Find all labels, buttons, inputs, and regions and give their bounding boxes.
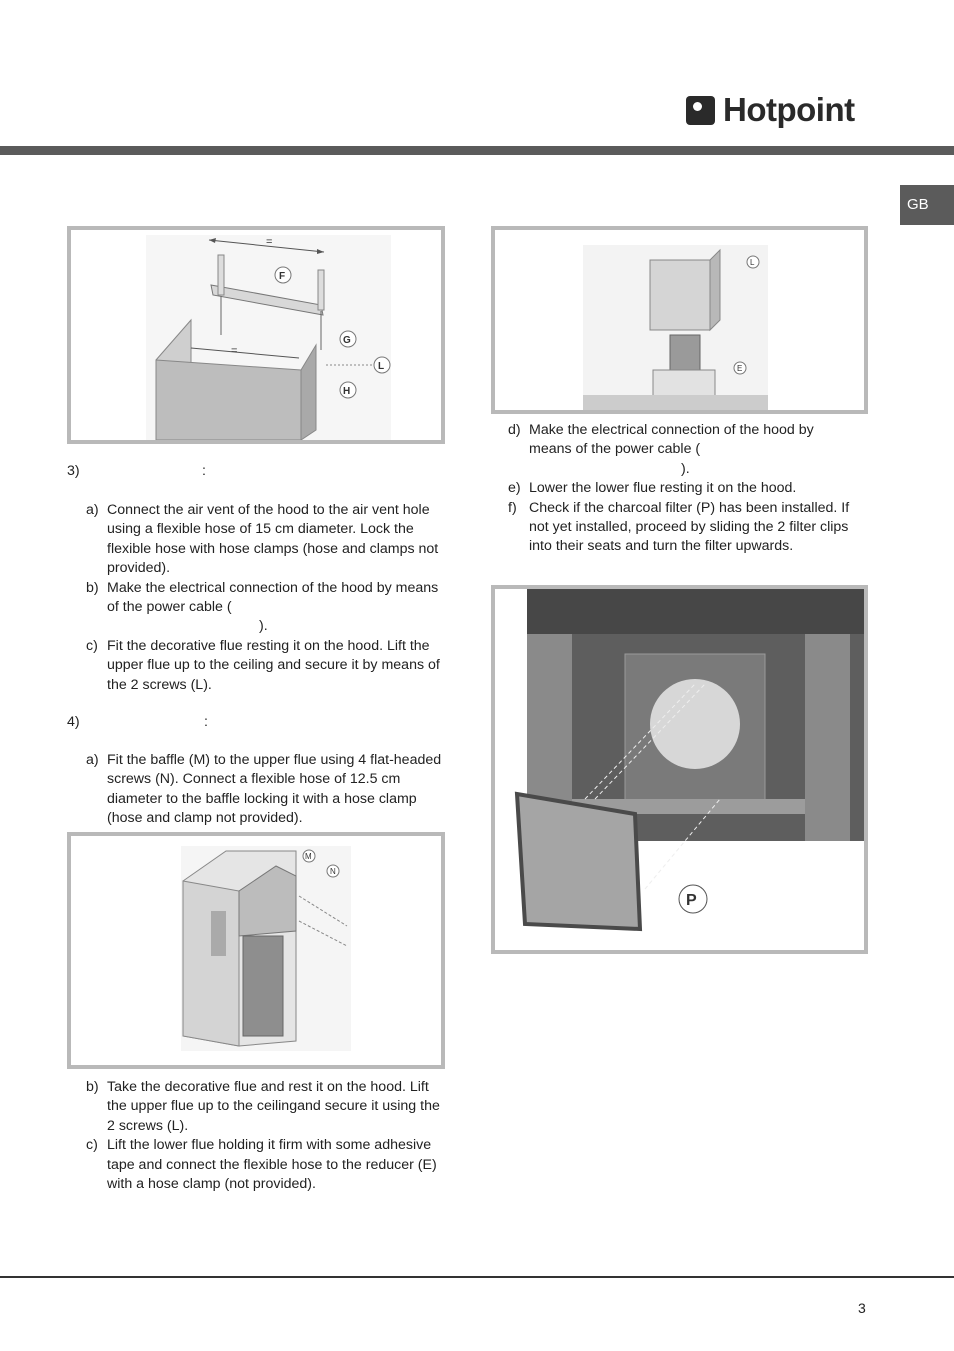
list-item: [86, 637, 446, 695]
bracket-assembly-diagram: [71, 230, 441, 440]
step-4-list-a: [86, 751, 446, 829]
label-l: L: [378, 361, 385, 372]
step-4-list-bc: [86, 1078, 446, 1194]
figure-charcoal-filter: [491, 585, 868, 954]
item-label: c): [86, 637, 98, 654]
list-item: [86, 501, 446, 579]
figure-baffle: [67, 832, 445, 1069]
item-label: e): [508, 480, 521, 497]
brand-logo: [686, 90, 855, 130]
item-text: Make the electrical connection of the hood by means of the power cable (: [529, 422, 814, 458]
item-text: Take the decorative flue and rest it on the hood. Lift the upper flue up to the ceilingand secure it using the 2 screws (L).: [107, 1079, 440, 1134]
step-3-colon: :: [202, 463, 206, 479]
flue-reducer-diagram: [495, 230, 864, 410]
right-column-list: [508, 421, 858, 557]
header-rule: [0, 146, 954, 155]
item-text-tail: ).: [681, 460, 690, 477]
label-h: H: [343, 386, 351, 397]
list-item: [508, 499, 858, 557]
brand-logo-text: Hotpoint: [723, 91, 855, 128]
charcoal-filter-photo: [495, 589, 864, 950]
baffle-diagram: [71, 836, 441, 1065]
step-4-number: 4): [67, 714, 80, 730]
step-3-list: [86, 501, 446, 695]
label-l-2: L: [750, 258, 755, 267]
list-item: [86, 579, 446, 637]
item-text: Lower the lower flue resting it on the hood.: [529, 480, 797, 497]
item-text: Make the electrical connection of the hood by means of the power cable (: [107, 579, 439, 616]
item-label: b): [86, 579, 99, 596]
item-label: b): [86, 1079, 99, 1095]
item-text: Fit the decorative flue resting it on the hood. Lift the upper flue up to the ceiling and secure it by means of the 2 screws (L).: [107, 637, 440, 693]
label-n: N: [330, 867, 336, 876]
page-number: 3: [858, 1300, 866, 1316]
list-item: [86, 1136, 446, 1194]
list-item: [508, 421, 858, 479]
figure-bracket-assembly: [67, 226, 445, 444]
item-label: c): [86, 1137, 98, 1154]
label-p: P: [686, 892, 697, 909]
item-text: Lift the lower flue holding it firm with some adhesive tape and connect the flexible hose to the reducer (E) with a hose clamp (not provided).: [107, 1137, 437, 1193]
item-text: Connect the air vent of the hood to the air vent hole using a flexible hose of 15 cm diameter. Lock the flexible hose with hose clamps (hose and clamps not provided).: [107, 502, 439, 577]
language-tab: GB: [900, 185, 954, 225]
item-label: a): [86, 752, 99, 768]
list-item: [508, 479, 858, 498]
dimension-equal-top: =: [266, 236, 273, 248]
dimension-equal-mid: =: [231, 345, 238, 357]
label-g: G: [343, 335, 351, 346]
figure-flue-reducer: [491, 226, 868, 414]
item-label: d): [508, 422, 521, 438]
item-label: a): [86, 502, 99, 518]
item-text: Check if the charcoal filter (P) has been installed. If not yet installed, proceed by sliding the 2 filter clips into their seats and turn the filter upwards.: [529, 499, 850, 555]
label-f: F: [279, 271, 286, 282]
brand-logo-mark: [686, 96, 715, 125]
list-item: [86, 751, 446, 829]
list-item: [86, 1078, 446, 1136]
item-text-tail: ).: [259, 618, 268, 635]
footer-rule: [0, 1276, 954, 1278]
step-3-number: 3): [67, 463, 80, 479]
item-text: Fit the baffle (M) to the upper flue using 4 flat-headed screws (N). Connect a flexible hose of 12.5 cm diameter to the baffle locking it with a hose clamp (hose and clamp not provided).: [107, 752, 442, 827]
step-4-colon: :: [204, 714, 208, 730]
label-m: M: [305, 852, 312, 861]
label-e: E: [737, 364, 743, 373]
item-label: f): [508, 499, 517, 516]
